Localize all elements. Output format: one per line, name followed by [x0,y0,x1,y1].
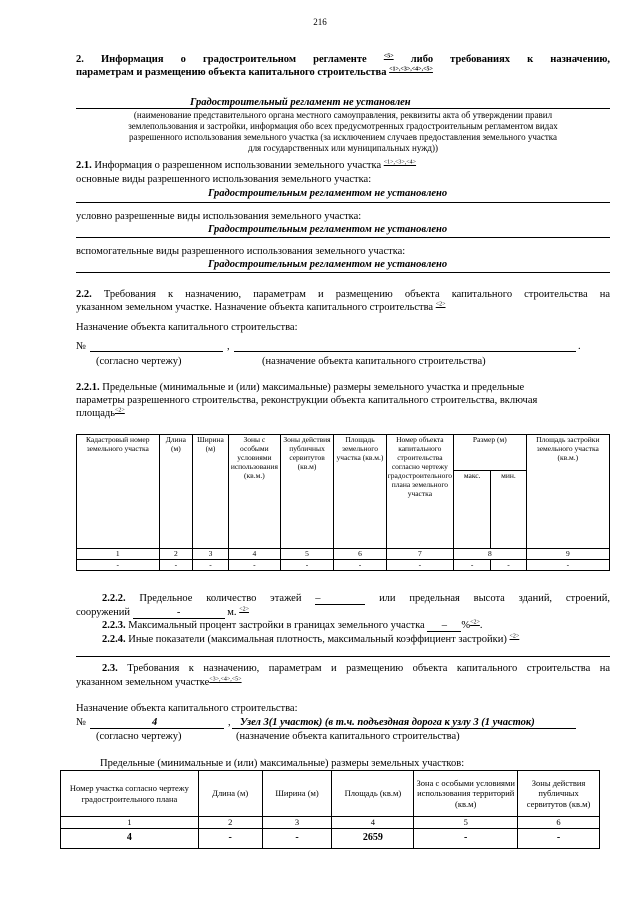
th-size-min: мин. [491,471,526,549]
purpose-label-2-2: Назначение объекта капитального строительства: [76,322,298,333]
th-size: Размер (м) [454,435,527,471]
section-2-1-heading: 2.1. Информация о разрешенном использовании земельного участка $^{<1>,<3>,<4>}$ [76,159,417,171]
section-2-2-3: 2.2.3. Максимальный процент застройки в границах земельного участка – %$^{<2>}$. [102,619,483,631]
table-number-cell: 1 [61,817,199,829]
page-number: 216 [313,17,327,27]
reglament-value: Градостроительный регламент не установлен [190,97,411,108]
table-number-cell: 6 [518,817,600,829]
auxiliary-uses-value: Градостроительным регламентом не установлено [208,259,448,270]
section-2-2-1-text: 2.2.1. Предельные (минимальные и (или) максимальные) размеры земельного участка и предельные параметры разрешенного строительства, реконструкции объекта капитального строительства, включая площадь$^{<2>}$ [76,382,538,419]
conditional-uses-value: Градостроительным регламентом не установлено [208,224,448,235]
th-servitude-zones: Зоны действия публичных сервитутов (кв.м) [280,435,333,549]
th-object-number: Номер объекта капитального строительства согласно чертежу градостроительного плана земельного участка [386,435,453,549]
reglament-caption: (наименование представительного органа местного самоуправления, реквизиты акта об утверждении правил землепользования и застройки, информация обо всех предусмотренных градостроительным регламентом видах разрешенного использования земельного участка (за исключением случаев предоставления земельного участка для государственных или муниципальных нужд)) [128,110,558,153]
th-special-zones-2: Зона с особыми условиями использования территорий (кв.м) [414,771,518,817]
main-uses-value: Градостроительным регламентом не установлено [208,188,448,199]
th-width-2: Ширина (м) [262,771,332,817]
table-number-cell: 2 [198,817,262,829]
th-cadastral-number: Кадастровый номер земельного участка [77,435,160,549]
table-number-cell: 3 [193,549,229,560]
section-2-3-text: 2.3. Требования к назначению, параметрам и размещению объекта капитального строительства на [102,663,611,674]
purpose-caption-2-3: (назначение объекта капитального строительства) [236,731,460,742]
purpose-caption-2-2: (назначение объекта капитального строительства) [262,356,486,367]
table-number-cell: 2 [159,549,193,560]
parameters-table [76,434,610,571]
th-plot-number: Номер участка согласно чертежу градостроительного плана [61,771,199,817]
purpose-label-2-3: Назначение объекта капитального строительства: [76,703,298,714]
section-2-2-2: 2.2.2. Предельное количество этажей – или предельная высота зданий, строений, [102,593,611,604]
th-area-2: Площадь (кв.м) [332,771,414,817]
table-number-cell: 4 [332,817,414,829]
table-number-cell: 8 [454,549,527,560]
th-servitude-zones-2: Зоны действия публичных сервитутов (кв.м) [518,771,600,817]
table-number-cell: 9 [526,549,609,560]
number-sign-2-2: № [76,341,87,352]
table-number-cell: 7 [386,549,453,560]
main-uses-label: основные виды разрешенного использования земельного участка: [76,174,372,185]
table-row: 4 - - 2659 - - [61,828,600,848]
sizes-table-caption: Предельные (минимальные и (или) максимальные) размеры земельных участков: [100,758,465,769]
table-number-cell: 4 [228,549,280,560]
table-number-cell: 1 [77,549,160,560]
section-2-2-4: 2.2.4. Иные показатели (максимальная плотность, максимальный коэффициент застройки) $^{<2>}$ [102,633,520,645]
drawing-caption-2-2: (согласно чертежу) [96,356,182,367]
number-sign-2-3: № [76,717,87,728]
conditional-uses-label: условно разрешенные виды использования земельного участка: [76,211,362,222]
document-page: 216 2. Информация о градостроительном регламенте $^{<5>}$ либо требованиях к назначению, параметрам и размещению объекта капитального строительства $^{<1>,<3>,<4>,<5>}$ Градостроительный регламент не установлен (наименование представительного органа местного самоуправления, реквизиты акта об утверждении правил землепользования и застройки, информация обо всех предусмотренных градостроительным регламентом видах разрешенного использования земельного участка (за исключением случаев предоставления земельного участка для государственных или муниципальных нужд)) 2.1. Информация о разрешенном использовании земельного участка $^{<1>,<3>,<4>}$ основные виды разрешенного использования земельного участка: Градостроительным регламентом не установлено условно разрешенные виды использования земельного участка: Градостроительным регламентом не установлено вспомогательные виды разрешенного использования земельного участка: Градостроительным регламентом не установлено 2.2. Требования к назначению, параметрам и размещению объекта капитального строительства на указанном земельном участке. Назначение объекта капитального строительства $^{<2>}$ Назначение объекта капитального строительства: № , . (согласно чертежу) (назначение объекта капитального строительства) 2.2.1. Предельные (минимальные и (или) максимальные) размеры земельного участка и предельные параметры разрешенного строительства, реконструкции объекта капитального строительства, включая площадь$^{<2>}$ Кадастровый номер земельного участка Длина (м) Ширина (м) Зоны с особыми условиями использования (кв.м.) Зоны действия публичных сервитутов (кв.м) Площадь земельного участка (кв.м.) Номер объекта капитального строительства согласно чертежу градостроительного плана земельного участка Размер (м) Площадь застройки земельного участка (кв.м.) макс. мин. 1 2 3 4 5 6 7 8 9 - - - - - - - - - - 2.2.2. Предельное количество этажей – или предельная высота зданий, строений, сооружений - м. $^{<2>}$ 2.2.3. Максимальный процент застройки в границах земельного участка – %$^{<2>}$. 2.2.4. Иные показатели (максимальная плотность, максимальный коэффициент застройки) $^{<2>}$ 2.3. Требования к назначению, параметрам и размещению объекта капитального строительства на указанном земельном участке$^{<3>,<4>,<5>}$ Назначение объекта капитального строительства: № 4 , Узел 3(1 участок) (в т.ч. подъездная дорога к узлу 3 (1 участок) (согласно чертежу) (назначение объекта капитального строительства) Предельные (минимальные и (или) максимальные) размеры земельных участков: Номер участка согласно чертежу градостроительного плана Длина (м) Ширина (м) Площадь (кв.м) Зона с особыми условиями использования территорий (кв.м) Зоны действия публичных сервитутов (кв.м) 1 2 3 4 5 6 4 - - 2659 - - [0,0,640,905]
table-number-cell: 5 [414,817,518,829]
object-number-value: 4 [152,717,158,728]
th-size-max: макс. [454,471,491,549]
auxiliary-uses-label: вспомогательные виды разрешенного использования земельного участка: [76,246,406,257]
section-2-title: 2. Информация о градостроительном регламенте $^{<5>}$ либо требованиях к назначению, параметрам и размещению объекта капитального строительства $^{<1>,<3>,<4>,<5>}$ [76,53,611,78]
table-number-cell: 6 [334,549,386,560]
th-special-zones: Зоны с особыми условиями использования (кв.м.) [228,435,280,549]
th-length: Длина (м) [159,435,193,549]
drawing-caption-2-3: (согласно чертежу) [96,731,182,742]
table-number-cell: 5 [280,549,333,560]
section-2-2-2-cont: сооружений - м. $^{<2>}$ [76,606,249,618]
section-2-2-text: 2.2. Требования к назначению, параметрам и размещению объекта капитального строительства на указанном земельном участке. Назначение объекта капитального строительства $^{<2>}$ [76,289,611,313]
th-building-area: Площадь застройки земельного участка (кв.м.) [526,435,609,549]
th-width: Ширина (м) [193,435,229,549]
table-number-cell: 3 [262,817,332,829]
object-purpose-value: Узел 3(1 участок) (в т.ч. подъездная дорога к узлу 3 (1 участок) [240,717,535,728]
th-plot-area: Площадь земельного участка (кв.м.) [334,435,386,549]
sizes-table [60,770,600,849]
th-length-2: Длина (м) [198,771,262,817]
table-row: - - - - - - - - - - [77,560,610,571]
